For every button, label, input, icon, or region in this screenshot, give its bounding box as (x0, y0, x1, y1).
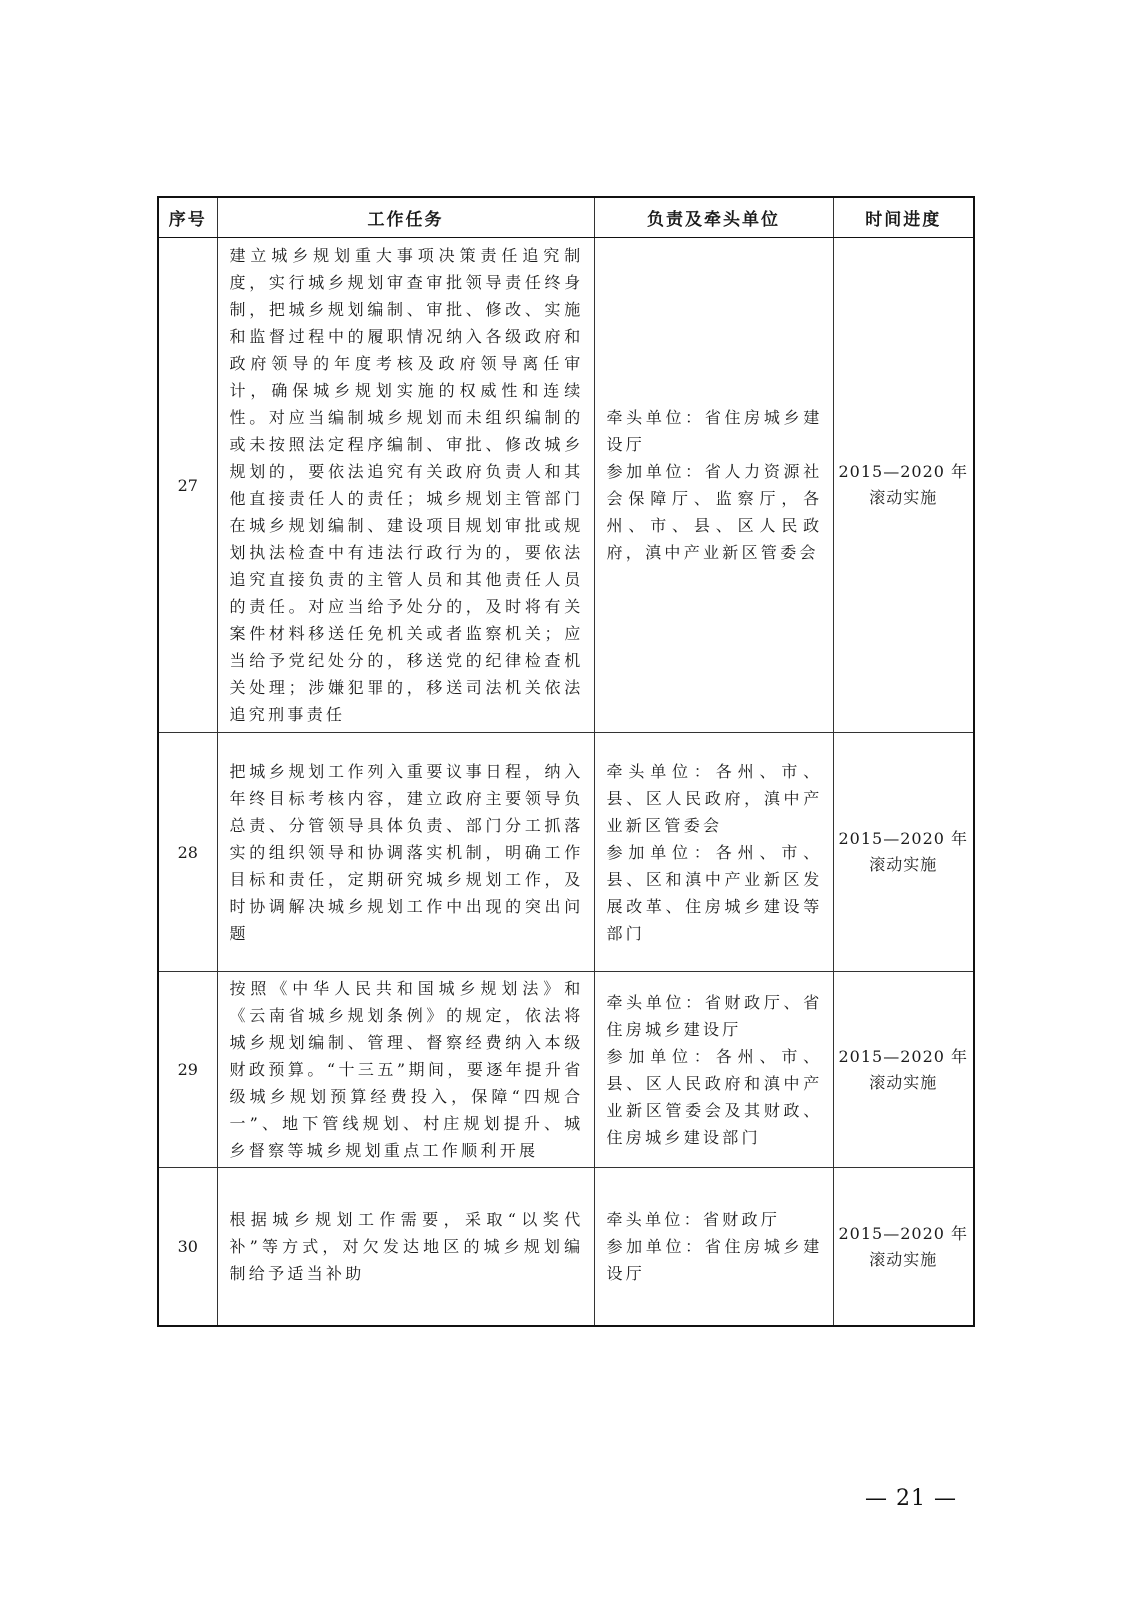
header-no: 序号 (158, 197, 217, 238)
time-range: 2015—2020 年 (838, 829, 969, 848)
table-row (158, 972, 974, 1168)
time-mode: 滚动实施 (869, 488, 938, 507)
task-description: 建立城乡规划重大事项决策责任追究制度，实行城乡规划审查审批领导责任终身制，把城乡规划编制、审批、修改、实施和监督过程中的履职情况纳入各级政府和政府领导的年度考核及政府领导离任审计，确保城乡规划实施的权威性和连续性。对应当编制城乡规划而未组织编制的或未按照法定程序编制、审批、修改城乡规划的，要依法追究有关政府负责人和其他直接责任人的责任；城乡规划主管部门在城乡规划编制、建设项目规划审批或规划执法检查中有违法行政行为的，要依法追究直接负责的主管人员和其他责任人员的责任。对应当给予处分的，及时将有关案件材料移送任免机关或者监察机关；应当给予党纪处分的，移送党的纪律检查机关处理；涉嫌犯罪的，移送司法机关依法追究刑事责任 (217, 238, 594, 733)
time-range: 2015—2020 年 (838, 1046, 969, 1066)
task-description: 按照《中华人民共和国城乡规划法》和《云南省城乡规划条例》的规定，依法将城乡规划编制、管理、督察经费纳入本级财政预算。“十三五”期间，要逐年提升省级城乡规划预算经费投入，保障“四规合一”、地下管线规划、村庄规划提升、城乡督察等城乡规划重点工作顺利开展 (217, 972, 594, 1168)
table-row (158, 1168, 974, 1327)
task-description: 把城乡规划工作列入重要议事日程，纳入年终目标考核内容，建立政府主要领导负总责、分管领导具体负责、部门分工抓落实的组织领导和协调落实机制，明确工作目标和责任，定期研究城乡规划工作，及时协调解决城乡规划工作中出现的突出问题 (217, 733, 594, 972)
table-row (158, 238, 974, 733)
table-row (158, 733, 974, 972)
time-schedule (833, 972, 974, 1168)
row-number: 30 (158, 1168, 217, 1327)
time-range: 2015—2020 年 (838, 462, 969, 481)
time-mode: 滚动实施 (869, 1249, 938, 1269)
time-schedule (833, 238, 974, 733)
header-unit: 负责及牵头单位 (594, 197, 833, 238)
responsible-units: 牵头单位：省财政厅 参加单位：省住房城乡建设厅 (594, 1168, 833, 1327)
responsible-units: 牵头单位：各州、市、县、区人民政府，滇中产业新区管委会 参加单位：各州、市、县、区和滇中产业新区发展改革、住房城乡建设等部门 (594, 733, 833, 972)
header-task: 工作任务 (217, 197, 594, 238)
time-mode: 滚动实施 (869, 855, 938, 874)
page-number: — 21 — (865, 1486, 957, 1511)
time-schedule (833, 1168, 974, 1327)
table-header-row (158, 197, 974, 238)
task-table (157, 196, 975, 1327)
header-time: 时间进度 (833, 197, 974, 238)
responsible-units: 牵头单位：省住房城乡建设厅 参加单位：省人力资源社会保障厅、监察厅，各州、市、县、区人民政府，滇中产业新区管委会 (594, 238, 833, 733)
row-number: 27 (158, 238, 217, 733)
task-description: 根据城乡规划工作需要，采取“以奖代补”等方式，对欠发达地区的城乡规划编制给予适当补助 (217, 1168, 594, 1327)
time-mode: 滚动实施 (869, 1072, 938, 1092)
row-number: 28 (158, 733, 217, 972)
row-number: 29 (158, 972, 217, 1168)
time-schedule (833, 733, 974, 972)
responsible-units: 牵头单位：省财政厅、省住房城乡建设厅 参加单位：各州、市、县、区人民政府和滇中产业新区管委会及其财政、住房城乡建设部门 (594, 972, 833, 1168)
time-range: 2015—2020 年 (838, 1223, 969, 1243)
